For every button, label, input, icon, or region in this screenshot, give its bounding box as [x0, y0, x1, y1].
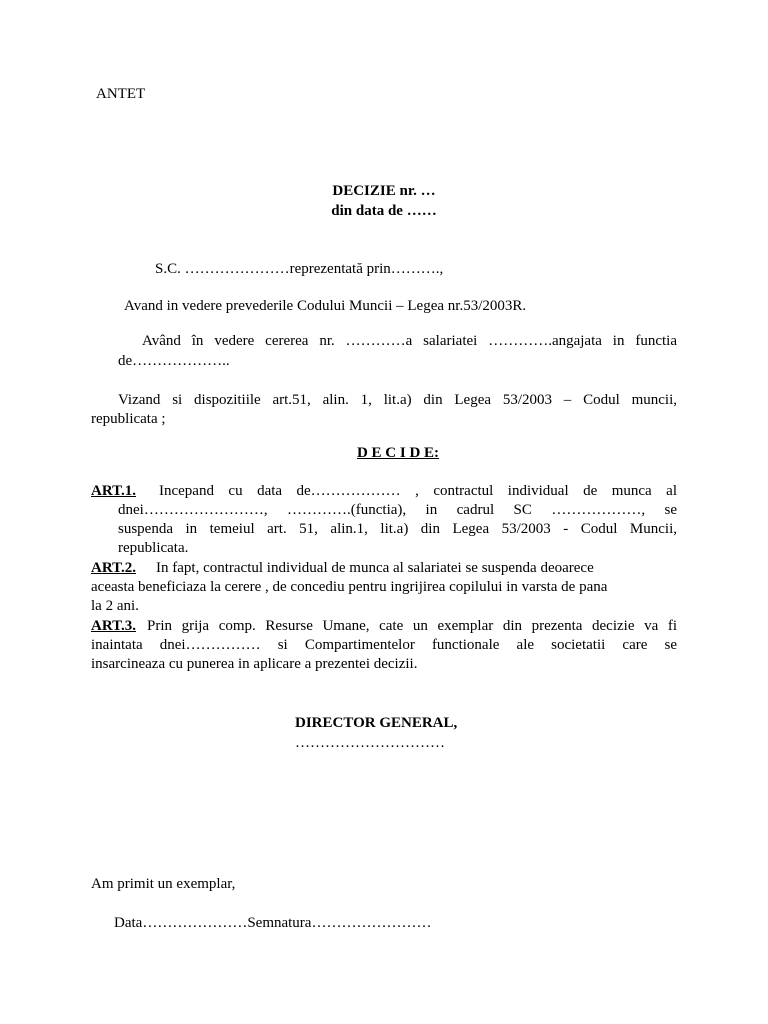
- art1-line3: suspenda in temeiul art. 51, alin.1, lit.a) din Legea 53/2003 - Codul Muncii,: [118, 521, 677, 537]
- considering-request-line2: de………………..: [118, 353, 230, 369]
- company-line: S.C. …………………reprezentată prin……….,: [155, 261, 444, 277]
- art1-line1: Incepand cu data de……………… , contractul individual de munca al: [159, 483, 677, 499]
- art1-line2: dnei……………………, ………….(functia), in cadrul SC ………………, se: [118, 502, 677, 518]
- art3-line3: insarcineaza cu punerea in aplicare a prezentei decizii.: [91, 656, 418, 672]
- art2-label: ART.2.: [91, 560, 137, 576]
- art2-line1: In fapt, contractul individual de munca al salariatei se suspenda deoarece: [156, 560, 594, 576]
- decision-title: DECIZIE nr. …: [332, 183, 436, 199]
- letterhead-placeholder: ANTET: [96, 86, 146, 102]
- director-signature-line: …………………………: [295, 735, 445, 751]
- decision-date: din data de ……: [331, 203, 437, 219]
- art3-label: ART.3.: [91, 618, 137, 634]
- art3-line2: inaintata dnei…………… si Compartimentelor functionale ale societatii care se: [91, 637, 677, 653]
- art2-line3: la 2 ani.: [91, 598, 139, 614]
- considering-code: Avand in vedere prevederile Codului Muncii – Legea nr.53/2003R.: [124, 298, 527, 314]
- art1-label: ART.1.: [91, 483, 137, 499]
- art3-line1: Prin grija comp. Resurse Umane, cate un exemplar din prezenta decizie va fi: [147, 618, 677, 634]
- receipt-note: Am primit un exemplar,: [91, 876, 236, 892]
- art1-line4: republicata.: [118, 540, 189, 556]
- decide-heading: D E C I D E:: [356, 445, 440, 461]
- director-general-title: DIRECTOR GENERAL,: [295, 715, 458, 731]
- considering-request-line1: Având în vedere cererea nr. …………a salariatei ………….angajata in functia: [142, 333, 677, 349]
- art2-line2: aceasta beneficiaza la cerere , de concediu pentru ingrijirea copilului in varsta de pana: [91, 579, 608, 595]
- date-signature-line: Data…………………Semnatura……………………: [114, 915, 432, 931]
- considering-provisions-line2: republicata ;: [91, 411, 166, 427]
- considering-provisions-line1: Vizand si dispozitiile art.51, alin. 1, lit.a) din Legea 53/2003 – Codul muncii,: [118, 392, 677, 408]
